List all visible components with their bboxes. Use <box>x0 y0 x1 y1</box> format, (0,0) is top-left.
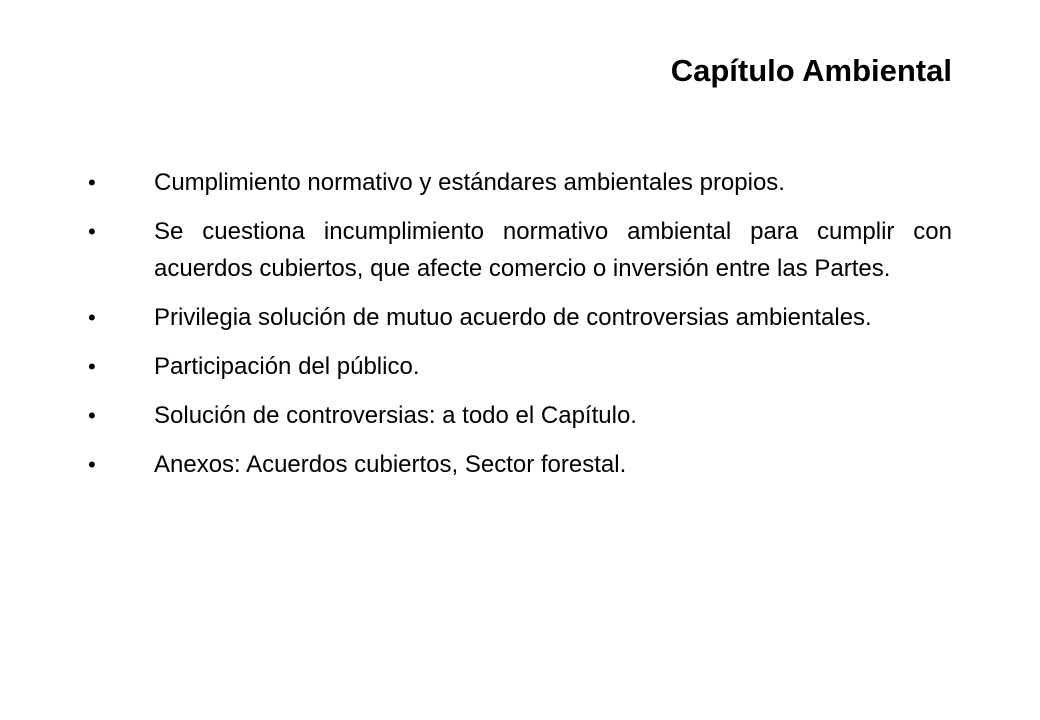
bullet-marker: • <box>88 305 96 330</box>
bullet-marker: • <box>88 170 96 195</box>
bullet-marker: • <box>88 403 96 428</box>
bullet-item <box>88 164 952 201</box>
bullet-text: Cumplimiento normativo y estándares ambientales propios. <box>154 169 785 196</box>
bullet-text: Solución de controversias: a todo el Capítulo. <box>154 402 637 429</box>
bullet-marker: • <box>88 219 96 244</box>
bullet-item <box>88 446 952 483</box>
bullet-item <box>88 348 952 385</box>
bullet-text: Participación del público. <box>154 353 420 380</box>
slide-title: Capítulo Ambiental <box>670 53 952 88</box>
bullet-marker: • <box>88 354 96 379</box>
bullet-item <box>88 299 952 336</box>
bullet-text: Se cuestiona incumplimiento normativo ambiental para cumplir con acuerdos cubiertos, que afecte comercio o inversión entre las Partes. <box>154 218 952 282</box>
bullet-marker: • <box>88 452 96 477</box>
bullet-text: Anexos: Acuerdos cubiertos, Sector forestal. <box>154 451 627 478</box>
bullet-text: Privilegia solución de mutuo acuerdo de controversias ambientales. <box>154 304 872 331</box>
bullet-item <box>88 397 952 434</box>
bullet-item <box>88 213 952 287</box>
bullet-list <box>88 164 952 495</box>
